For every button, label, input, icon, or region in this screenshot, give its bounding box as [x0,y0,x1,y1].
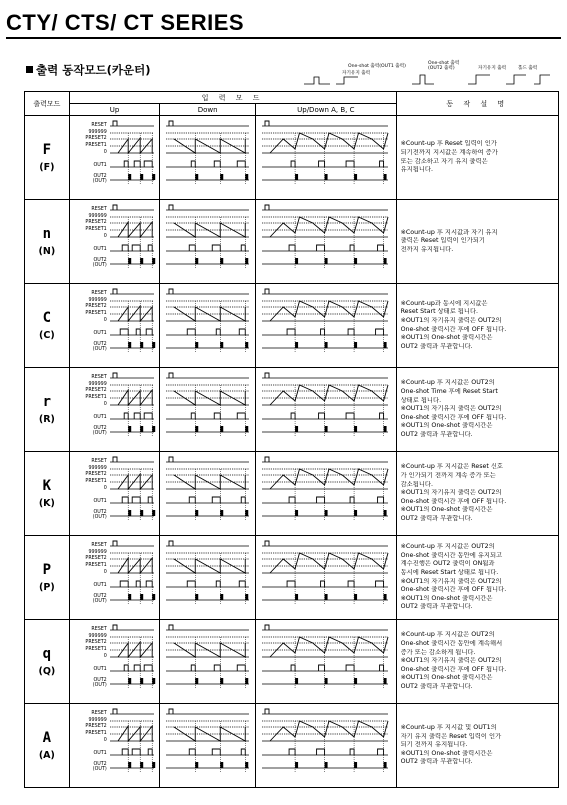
signal-label-out2: OUT2 [93,678,107,683]
timing-diagram [256,200,391,283]
signal-label-preset2: PRESET2 [85,304,107,309]
description-line: 자기 유지 출력은 Reset 입력이 인가 [400,732,502,740]
mode-description [396,452,558,536]
signal-label-preset2: PRESET2 [85,388,107,393]
timing-diagram [160,284,252,367]
mode-cell [25,200,70,284]
timing-chart-updown [256,452,397,536]
description-line: 동시에 Reset Start 상태로 됩니다. [400,568,499,576]
timing-diagram [160,200,252,283]
signal-label-preset1: PRESET1 [85,227,107,232]
signal-label-out1: OUT1 [93,499,107,504]
description-line: ※Count-up 후 지시값은 OUT2의 [400,631,495,639]
col-updown-header: Up/Down A, B, C [256,104,397,116]
timing-chart-down [160,452,256,536]
mode-code: (N) [38,245,56,257]
col-up-header: Up [69,104,160,116]
signal-labels [70,368,109,451]
legend-oneshot-out1: One-shot 출력(OUT1 출력) [348,64,406,69]
description-line: 가 인가되기 전까지 계속 증가 또는 [400,472,496,480]
signal-label-preset1: PRESET1 [85,311,107,316]
timing-chart-updown [256,116,397,200]
signal-label-preset1: PRESET1 [85,395,107,400]
mode-description [396,620,558,704]
signal-label-reset: RESET [91,543,107,548]
mode-cell [25,620,70,704]
mode-symbol: F [42,141,52,158]
description-line: One-shot 출력시간 후에 OFF 됩니다. [400,413,507,421]
timing-diagram [160,116,252,199]
mode-row [25,452,559,536]
description-line: 출력은 Reset 입력이 인가되기 [400,237,486,245]
signal-label-preset1: PRESET1 [85,143,107,148]
description-line: ※OUT1의 자기유지 출력은 OUT2의 [400,316,502,324]
timing-chart-updown [256,620,397,704]
signal-label-preset2: PRESET2 [85,472,107,477]
signal-label-max: 999999 [88,382,107,387]
mode-row [25,368,559,452]
signal-label-out1: OUT1 [93,247,107,252]
description-line: 되기전까지 지시값은 계속하여 증가 [400,148,498,156]
timing-chart-updown [256,536,397,620]
mode-symbol: r [42,393,52,410]
signal-label-out1: OUT1 [93,331,107,336]
signal-label-reset: RESET [91,375,107,380]
signal-label-max: 999999 [88,550,107,555]
description-line: 감소됩니다. [400,480,433,488]
signal-label-reset: RESET [91,123,107,128]
signal-label-max: 999999 [88,718,107,723]
signal-label-preset2: PRESET2 [85,556,107,561]
timing-diagram [256,116,391,199]
mode-description [396,536,558,620]
timing-diagram [160,536,252,619]
description-line: ※OUT1의 One-shot 출력시간은 [400,749,493,757]
bullet-square-icon [26,66,33,73]
signal-label-out1: OUT1 [93,751,107,756]
description-line: ※Count-up 후 지시값은 OUT2의 [400,543,495,551]
timing-chart-updown [256,200,397,284]
mode-cell [25,536,70,620]
signal-label-preset1: PRESET1 [85,647,107,652]
timing-diagram [160,368,252,451]
description-line: One-shot 출력시간 후에 OFF 됩니다. [400,665,507,673]
signal-labels [70,704,109,787]
signal-label-max: 999999 [88,214,107,219]
timing-diagram [256,284,391,367]
signal-label-preset1: PRESET1 [85,563,107,568]
mode-description [396,200,558,284]
mode-description [396,116,558,200]
description-line: ※Count-up과 동시에 지시값은 [400,299,488,307]
timing-chart-up [69,704,160,788]
mode-symbol: n [42,225,52,242]
mode-symbol: A [42,729,52,746]
description-line: 계수진행은 OUT2 출력이 ON됨과 [400,560,495,568]
mode-description [396,704,558,788]
description-line: 되기 전까지 유지됩니다. [400,741,468,749]
signal-label-zero: 0 [103,738,107,743]
mode-cell [25,704,70,788]
timing-chart-up [69,200,160,284]
timing-diagram [256,452,391,535]
timing-diagram [160,704,252,787]
mode-row [25,536,559,620]
mode-code: (R) [38,413,55,425]
description-line: One-shot 출력시간 후에 OFF 됩니다. [400,586,507,594]
description-line: OUT2 출력과 무관합니다. [400,603,473,611]
signal-labels [70,116,109,199]
col-down-header: Down [160,104,256,116]
signal-label-out2: OUT2 [93,174,107,179]
timing-diagram [256,536,391,619]
timing-chart-down [160,200,256,284]
timing-diagram [160,620,252,703]
timing-chart-down [160,536,256,620]
signal-label-zero: 0 [103,486,107,491]
section-title-text: 출력 동작모드(카운터) [36,63,151,77]
description-line: 증가 또는 감소하게 됩니다. [400,648,476,656]
signal-label-out2-paren: (OUT) [92,515,107,520]
timing-chart-down [160,116,256,200]
col-desc-header: 동 작 설 명 [396,92,558,116]
mode-row [25,116,559,200]
description-line: One-shot 출력시간 동안에 유지되고 [400,551,503,559]
signal-label-zero: 0 [103,654,107,659]
description-line: ※Count-up 후 지시값 및 OUT1의 [400,724,497,732]
mode-description [396,368,558,452]
description-line: ※Count-up 후 지시값은 Reset 신호 [400,463,503,471]
description-line: ※Count-up 후 지시값은 OUT2의 [400,379,495,387]
description-line: One-shot 출력시간 후에 OFF 됩니다. [400,325,507,333]
mode-code: (F) [39,161,55,173]
mode-row [25,200,559,284]
signal-label-out2-paren: (OUT) [92,263,107,268]
timing-chart-updown [256,704,397,788]
signal-label-out1: OUT1 [93,667,107,672]
signal-labels [70,536,109,619]
signal-label-zero: 0 [103,402,107,407]
description-line: 전까지 유지됩니다. [400,245,454,253]
signal-label-out2: OUT2 [93,510,107,515]
mode-cell [25,368,70,452]
signal-label-preset2: PRESET2 [85,136,107,141]
description-line: ※Count-up 후 Reset 입력이 인가 [400,140,497,148]
description-line: ※OUT1의 One-shot 출력시간은 [400,594,493,602]
mode-symbol: K [42,477,52,494]
signal-label-zero: 0 [103,234,107,239]
description-line: OUT2 출력과 무관합니다. [400,514,473,522]
signal-label-zero: 0 [103,570,107,575]
description-line: ※OUT1의 자기유지 출력은 OUT2의 [400,405,502,413]
timing-chart-up [69,116,160,200]
signal-label-max: 999999 [88,298,107,303]
description-line: ※OUT1의 자기유지 출력은 OUT2의 [400,577,502,585]
description-line: 상태로 됩니다. [400,396,442,404]
description-line: One-shot 출력시간 후에 OFF 됩니다. [400,497,507,505]
description-line: OUT2 출력과 무관합니다. [400,682,473,690]
mode-symbol: q [42,645,52,662]
legend-oneshot-out2: One-shot 출력(OUT2 출력) [428,61,460,71]
signal-label-preset1: PRESET1 [85,731,107,736]
col-input-header: 입 력 모 드 [69,92,396,104]
timing-chart-updown [256,284,397,368]
signal-label-reset: RESET [91,627,107,632]
signal-label-max: 999999 [88,130,107,135]
signal-label-out2-paren: (OUT) [92,599,107,604]
signal-label-out2: OUT2 [93,258,107,263]
signal-label-out1: OUT1 [93,163,107,168]
timing-diagram [256,620,391,703]
signal-label-zero: 0 [103,318,107,323]
signal-label-reset: RESET [91,711,107,716]
signal-label-out2-paren: (OUT) [92,431,107,436]
legend-self-hold-out: 자기유지 출력 [478,66,507,71]
title-rule [6,37,561,39]
page-title: CTY/ CTS/ CT SERIES [6,10,245,35]
description-line: ※OUT1의 One-shot 출력시간은 [400,422,493,430]
signal-label-preset2: PRESET2 [85,724,107,729]
signal-labels [70,452,109,535]
description-line: OUT2 출력과 무관합니다. [400,758,473,766]
timing-chart-up [69,452,160,536]
description-line: OUT2 출력과 무관합니다. [400,430,473,438]
signal-label-out1: OUT1 [93,415,107,420]
timing-chart-down [160,368,256,452]
mode-cell [25,116,70,200]
description-line: OUT2 출력과 무관합니다. [400,342,473,350]
description-line: ※OUT1의 One-shot 출력시간은 [400,506,493,514]
mode-code: (P) [39,581,55,593]
signal-label-preset2: PRESET2 [85,220,107,225]
description-line: ※OUT1의 자기유지 출력은 OUT2의 [400,489,502,497]
mode-row [25,704,559,788]
timing-chart-down [160,704,256,788]
signal-label-max: 999999 [88,634,107,639]
timing-chart-updown [256,368,397,452]
mode-code: (C) [39,329,55,341]
description-line: One-shot Time 후에 Reset Start [400,388,498,396]
description-line: ※OUT1의 One-shot 출력시간은 [400,674,493,682]
description-line: 또는 감소하고 자기 유지 출력은 [400,157,488,165]
legend-hold-out: 홀드 출력 [518,66,538,71]
mode-row [25,284,559,368]
timing-chart-up [69,284,160,368]
mode-code: (K) [38,497,55,509]
signal-label-preset2: PRESET2 [85,640,107,645]
mode-row [25,620,559,704]
signal-label-out2-paren: (OUT) [92,347,107,352]
legend [300,58,562,88]
signal-label-out2: OUT2 [93,342,107,347]
signal-label-out2: OUT2 [93,594,107,599]
signal-label-out2-paren: (OUT) [92,767,107,772]
signal-label-reset: RESET [91,459,107,464]
section-title [26,62,151,78]
signal-label-preset1: PRESET1 [85,479,107,484]
signal-label-max: 999999 [88,466,107,471]
mode-symbol: C [42,309,52,326]
signal-labels [70,284,109,367]
mode-code: (A) [38,749,55,761]
description-line: One-shot 출력시간 동안에 계속해서 [400,640,503,648]
description-line: 유지됩니다. [400,166,433,174]
timing-chart-up [69,536,160,620]
timing-diagram [256,368,391,451]
timing-chart-down [160,284,256,368]
description-line: ※OUT1의 One-shot 출력시간은 [400,334,493,342]
signal-label-out2-paren: (OUT) [92,179,107,184]
timing-chart-up [69,620,160,704]
timing-chart-down [160,620,256,704]
output-mode-table [24,91,559,788]
timing-diagram [160,452,252,535]
signal-labels [70,200,109,283]
legend-self-hold: 자기유지 출력 [342,71,371,76]
signal-label-out2-paren: (OUT) [92,683,107,688]
description-line: Reset Start 상태로 됩니다. [400,308,479,316]
mode-symbol: P [42,561,52,578]
timing-diagram [256,704,391,787]
signal-label-out1: OUT1 [93,583,107,588]
mode-cell [25,284,70,368]
signal-label-reset: RESET [91,291,107,296]
col-mode-header: 출력모드 [25,92,70,116]
signal-labels [70,620,109,703]
signal-label-out2: OUT2 [93,762,107,767]
description-line: ※Count-up 후 지시값과 자기 유지 [400,228,498,236]
description-line: ※OUT1의 자기유지 출력은 OUT2의 [400,657,502,665]
signal-label-reset: RESET [91,207,107,212]
mode-code: (Q) [38,665,56,677]
mode-description [396,284,558,368]
timing-chart-up [69,368,160,452]
signal-label-out2: OUT2 [93,426,107,431]
signal-label-zero: 0 [103,150,107,155]
mode-cell [25,452,70,536]
